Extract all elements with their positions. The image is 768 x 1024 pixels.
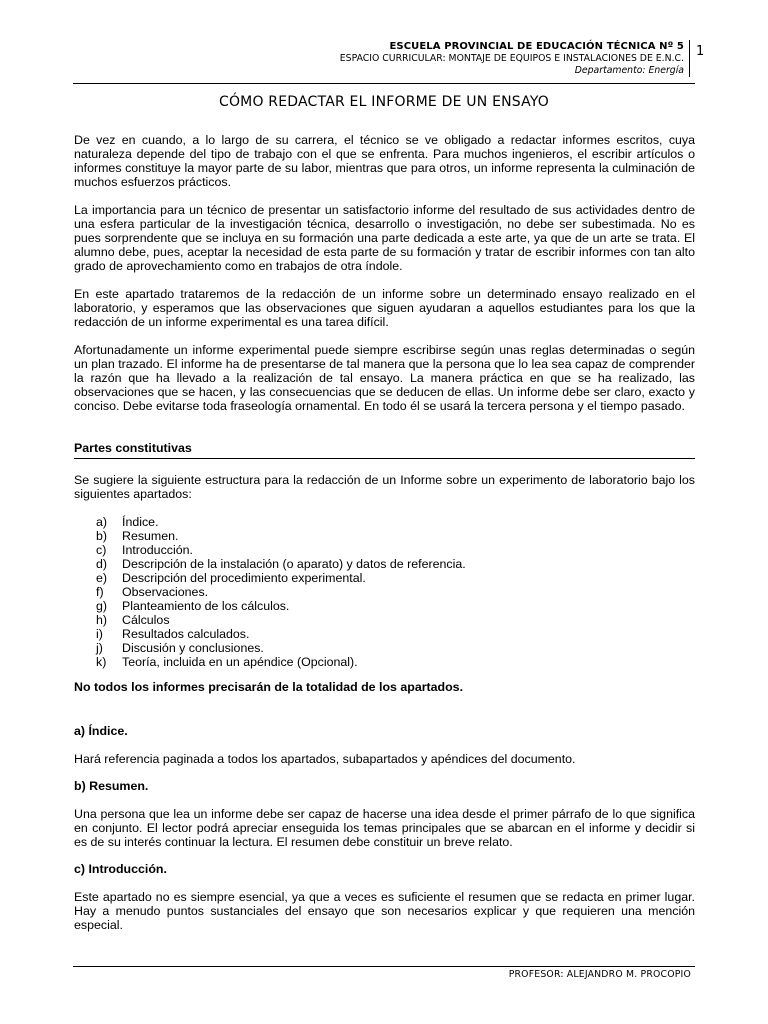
- list-item: j) Discusión y conclusiones.: [96, 641, 264, 655]
- parts-list: [74, 515, 695, 669]
- section-text-index: Hará referencia paginada a todos los apartados, subapartados y apéndices del documento.: [74, 752, 576, 766]
- intro-paragraph-2: La importancia para un técnico de presentar un satisfactorio informe del resultado de sus actividades dentro de una esfera particular de la investigación técnica, desarrollo o investigación, no debe ser subestimada. No es pues sorprendente que se incluya en su formación una parte dedicada a este arte, ya que de un arte se trata. El alumno debe, pues, aceptar la necesidad de esta parte de su formación y tratar de escribir informes con tan alto grado de aprovechamiento como en trabajos de otra índole.: [74, 203, 695, 273]
- header-block: [340, 41, 684, 77]
- section-text-summary: Una persona que lea un informe debe ser capaz de hacerse una idea desde el primer párrafo de lo que significa en conjunto. El lector podrá apreciar enseguida los temas principales que se abarcan en el informe y decidir si es de su interés continuar la lectura. El resumen debe constituir un breve relato.: [74, 807, 695, 849]
- document-body: [74, 133, 695, 932]
- list-item: i) Resultados calculados.: [96, 627, 250, 641]
- parts-intro: Se sugiere la siguiente estructura para la redacción de un Informe sobre un experimento de laboratorio bajo los siguientes apartados:: [74, 473, 695, 501]
- list-item: b) Resumen.: [96, 529, 179, 543]
- list-item: e) Descripción del procedimiento experimental.: [96, 571, 366, 585]
- page-number: 1: [696, 44, 705, 59]
- list-item: g) Planteamiento de los cálculos.: [96, 599, 290, 613]
- list-item: c) Introducción.: [96, 543, 193, 557]
- section-heading-index: a) Índice.: [74, 724, 128, 738]
- list-item: d) Descripción de la instalación (o aparato) y datos de referencia.: [96, 557, 466, 571]
- intro-paragraph-3: En este apartado trataremos de la redacción de un informe sobre un determinado ensayo realizado en el laboratorio, y esperamos que las observaciones que siguen ayudaran a aquellos estudiantes para los que la redacción de un informe experimental es una tarea difícil.: [74, 287, 695, 329]
- document-title: CÓMO REDACTAR EL INFORME DE UN ENSAYO: [218, 94, 550, 110]
- list-item: k) Teoría, incluida en un apéndice (Opcional).: [96, 655, 358, 669]
- header-divider: [73, 83, 695, 84]
- list-item: f) Observaciones.: [96, 585, 209, 599]
- section-heading-introduction: c) Introducción.: [74, 862, 167, 876]
- header-curricular-space: ESPACIO CURRICULAR: MONTAJE DE EQUIPOS E INSTALACIONES DE E.N.C.: [339, 53, 684, 64]
- section-heading-summary: b) Resumen.: [74, 779, 149, 793]
- list-item: h) Cálculos: [96, 613, 170, 627]
- footer-divider: [73, 966, 695, 967]
- header-divider-vertical: [689, 40, 690, 77]
- list-item: a) Índice.: [96, 515, 159, 529]
- header-department: Departamento: Energía: [574, 65, 684, 76]
- intro-paragraph-4: Afortunadamente un informe experimental puede siempre escribirse según unas reglas determinadas o según un plan trazado. El informe ha de presentarse de tal manera que la persona que lo lea sea capaz de comprender la razón que ha llevado a la realización de tal ensayo. La manera práctica en que se ha realizado, las observaciones que se hacen, y las consecuencias que se deducen de ellas. Un informe debe ser claro, exacto y conciso. Debe evitarse toda fraseología ornamental. En todo él se usará la tercera persona y el tiempo pasado.: [74, 343, 695, 413]
- parts-note: No todos los informes precisarán de la totalidad de los apartados.: [74, 680, 464, 694]
- header-school: ESCUELA PROVINCIAL DE EDUCACIÓN TÉCNICA Nº 5: [389, 41, 684, 52]
- section-text-introduction: Este apartado no es siempre esencial, ya que a veces es suficiente el resumen que se redacta en primer lugar. Hay a menudo puntos sustanciales del ensayo que son necesarios explicar y que requieren una mención especial.: [74, 890, 695, 932]
- intro-paragraph-1: De vez en cuando, a lo largo de su carrera, el técnico se ve obligado a redactar informes escritos, cuya naturaleza depende del tipo de trabajo con el que se enfrenta. Para muchos ingenieros, el escribir artículos o informes constituye la mayor parte de su labor, mientras que para otros, un informe representa la culminación de muchos esfuerzos prácticos.: [74, 133, 695, 189]
- parts-heading: Partes constitutivas: [74, 441, 192, 455]
- footer-professor: PROFESOR: ALEJANDRO M. PROCOPIO: [508, 969, 691, 980]
